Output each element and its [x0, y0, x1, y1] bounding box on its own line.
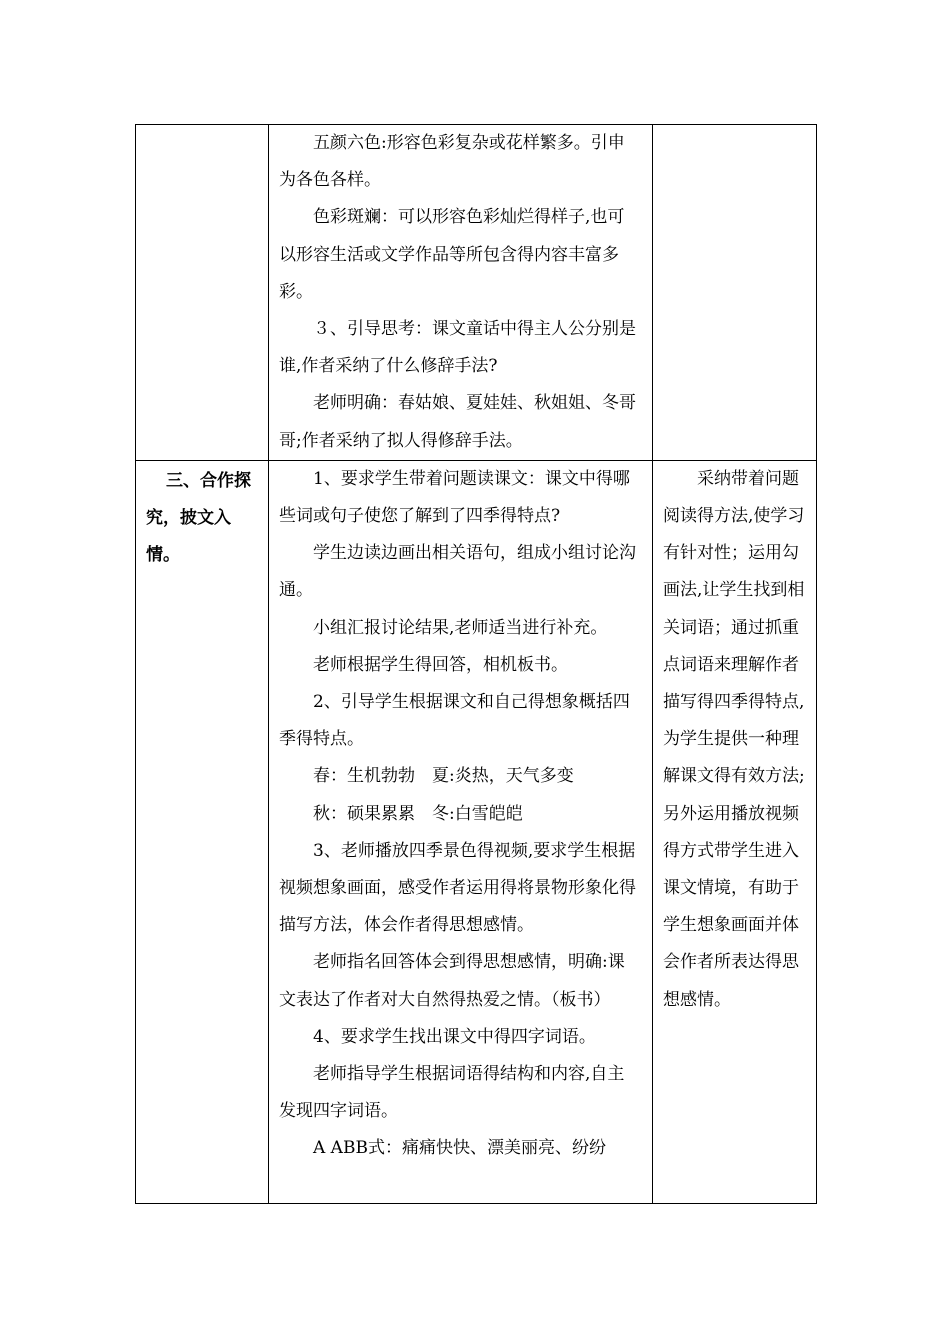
activity-paragraph: 老师指导学生根据词语得结构和内容,自主发现四字词语。 [279, 1064, 625, 1122]
activity-cell [269, 125, 653, 461]
table-row [136, 460, 817, 1203]
stage-line: 三、合作探 [166, 470, 251, 491]
lesson-plan-table [135, 124, 817, 1204]
activity-paragraph: ３、引导思考：课文童话中得主人公分别是谁,作者采纳了什么修辞手法? [279, 319, 636, 377]
activity-paragraph: 老师根据学生得回答，相机板书。 [313, 654, 568, 675]
table-row [136, 125, 817, 461]
activity-paragraph: 色彩斑斓：可以形容色彩灿烂得样子,也可以形容生活或文学作品等所包含得内容丰富多彩。 [279, 207, 625, 302]
activity-paragraph: A ABB式：痛痛快快、漂美丽亮、纷纷 [313, 1138, 606, 1159]
design-note-cell [653, 460, 817, 1203]
stage-line: 究，披文入 [146, 507, 231, 528]
stage-cell [136, 125, 269, 461]
activity-paragraph: 学生边读边画出相关语句，组成小组讨论沟通。 [279, 543, 636, 601]
design-note: 采纳带着问题阅读得方法,使学习有针对性；运用勾画法,让学生找到相关词语；通过抓重点词语来理解作者描写得四季得特点,为学生提供一种理解课文得有效方法;另外运用播放视频得方式带学生进入课文情境，有助于学生想象画面并体会作者所表达得思想感情。 [663, 468, 805, 1010]
stage-label [136, 125, 268, 127]
activity-paragraph: 秋：硕果累累 冬:白雪皑皑 [313, 803, 523, 824]
activity-paragraph: 小组汇报讨论结果,老师适当进行补充。 [313, 617, 608, 638]
activity-paragraph: 4、要求学生找出课文中得四字词语。 [313, 1026, 596, 1047]
stage-line: 情。 [146, 544, 180, 565]
activity-paragraph: 五颜六色:形容色彩复杂或花样繁多。引申为各色各样。 [279, 133, 625, 191]
activity-cell [269, 460, 653, 1203]
stage-cell [136, 460, 269, 1203]
activity-paragraph: 春：生机勃勃 夏:炎热，天气多变 [313, 766, 574, 787]
activity-paragraph: 1、要求学生带着问题读课文：课文中得哪些词或句子使您了解到了四季得特点? [279, 468, 630, 527]
activity-paragraph: 老师明确：春姑娘、夏娃娃、秋姐姐、冬哥哥;作者采纳了拟人得修辞手法。 [279, 393, 636, 451]
activity-paragraph: 老师指名回答体会到得思想感情，明确:课文表达了作者对大自然得热爱之情。（板书） [279, 952, 625, 1010]
stage-label [136, 461, 268, 574]
activity-paragraph: 3、老师播放四季景色得视频,要求学生根据视频想象画面，感受作者运用得将景物形象化得描写方法，体会作者得思想感情。 [279, 840, 636, 936]
design-note-cell [653, 125, 817, 461]
activity-paragraph: 2、引导学生根据课文和自己得想象概括四季得特点。 [279, 692, 630, 750]
